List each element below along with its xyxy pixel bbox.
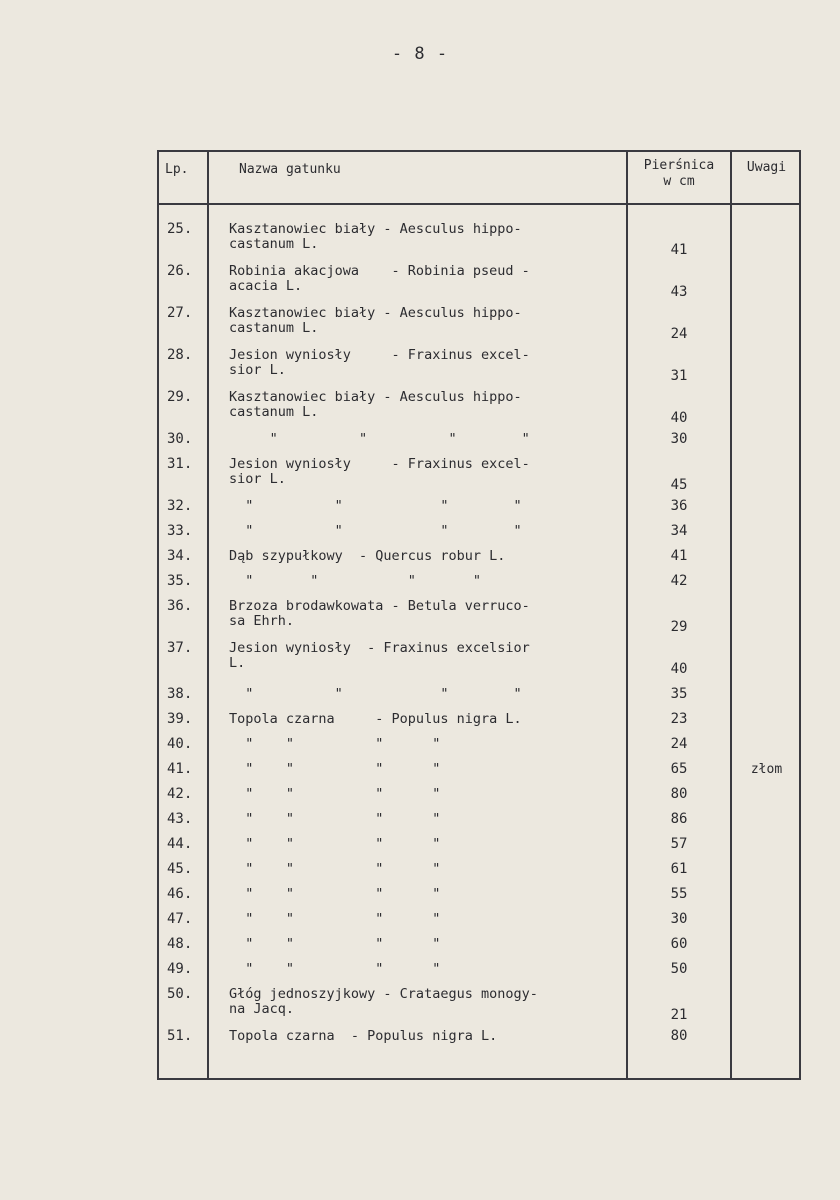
species-name: Brzoza brodawkowata - Betula verruco- sa Ehrh. bbox=[229, 598, 530, 629]
species-name: Kasztanowiec biały - Aesculus hippo- castanum L. bbox=[229, 389, 522, 420]
species-name: Jesion wyniosły - Fraxinus excel- sior L. bbox=[229, 347, 530, 378]
circumference-value: 35 bbox=[670, 686, 688, 702]
species-name: " " " " bbox=[229, 811, 441, 827]
species-name: Topola czarna - Populus nigra L. bbox=[229, 711, 522, 727]
circumference-value: 57 bbox=[670, 836, 688, 852]
row-note: złom bbox=[750, 762, 783, 777]
row-number: 39. bbox=[167, 711, 193, 727]
page-number: - 8 - bbox=[391, 44, 449, 64]
circumference-value: 41 bbox=[670, 548, 688, 564]
column-divider bbox=[730, 152, 732, 1078]
species-name: " " " " bbox=[229, 736, 441, 752]
row-number: 31. bbox=[167, 456, 193, 472]
row-number: 27. bbox=[167, 305, 193, 321]
row-number: 37. bbox=[167, 640, 193, 656]
species-table bbox=[157, 150, 801, 1080]
header-species-name: Nazwa gatunku bbox=[239, 162, 341, 177]
row-number: 30. bbox=[167, 431, 193, 447]
column-divider bbox=[207, 152, 209, 1078]
species-name: " " " " bbox=[229, 961, 441, 977]
species-name: Robinia akacjowa - Robinia pseud - acacia L. bbox=[229, 263, 530, 294]
circumference-value: 24 bbox=[670, 326, 688, 342]
row-number: 35. bbox=[167, 573, 193, 589]
row-number: 43. bbox=[167, 811, 193, 827]
circumference-value: 60 bbox=[670, 936, 688, 952]
row-number: 50. bbox=[167, 986, 193, 1002]
circumference-value: 31 bbox=[670, 368, 688, 384]
species-name: " " " " bbox=[229, 761, 441, 777]
row-number: 26. bbox=[167, 263, 193, 279]
circumference-value: 80 bbox=[670, 1028, 688, 1044]
species-name: Topola czarna - Populus nigra L. bbox=[229, 1028, 498, 1044]
circumference-value: 29 bbox=[670, 619, 688, 635]
header-notes: Uwagi bbox=[746, 160, 787, 175]
row-number: 34. bbox=[167, 548, 193, 564]
circumference-value: 30 bbox=[670, 911, 688, 927]
circumference-value: 80 bbox=[670, 786, 688, 802]
row-number: 41. bbox=[167, 761, 193, 777]
circumference-value: 61 bbox=[670, 861, 688, 877]
circumference-value: 40 bbox=[670, 661, 688, 677]
species-name: Kasztanowiec biały - Aesculus hippo- castanum L. bbox=[229, 221, 522, 252]
row-number: 40. bbox=[167, 736, 193, 752]
circumference-value: 36 bbox=[670, 498, 688, 514]
species-name: " " " " bbox=[229, 523, 522, 539]
row-number: 46. bbox=[167, 886, 193, 902]
circumference-value: 50 bbox=[670, 961, 688, 977]
row-number: 32. bbox=[167, 498, 193, 514]
row-number: 51. bbox=[167, 1028, 193, 1044]
row-number: 47. bbox=[167, 911, 193, 927]
circumference-value: 65 bbox=[670, 761, 688, 777]
species-name: " " " " bbox=[229, 836, 441, 852]
species-name: " " " " bbox=[229, 936, 441, 952]
row-number: 48. bbox=[167, 936, 193, 952]
circumference-value: 55 bbox=[670, 886, 688, 902]
circumference-value: 34 bbox=[670, 523, 688, 539]
row-number: 49. bbox=[167, 961, 193, 977]
circumference-value: 45 bbox=[670, 477, 688, 493]
species-name: Jesion wyniosły - Fraxinus excel- sior L. bbox=[229, 456, 530, 487]
circumference-value: 40 bbox=[670, 410, 688, 426]
header-lp: Lp. bbox=[165, 162, 189, 177]
row-number: 45. bbox=[167, 861, 193, 877]
circumference-value: 43 bbox=[670, 284, 688, 300]
row-number: 29. bbox=[167, 389, 193, 405]
species-name: Jesion wyniosły - Fraxinus excelsior L. bbox=[229, 640, 530, 671]
header-circumference: Pierśnica w cm bbox=[643, 158, 715, 189]
species-name: " " " " bbox=[229, 431, 530, 447]
circumference-value: 41 bbox=[670, 242, 688, 258]
species-name: " " " " bbox=[229, 786, 441, 802]
species-name: Dąb szypułkowy - Quercus robur L. bbox=[229, 548, 506, 564]
circumference-value: 24 bbox=[670, 736, 688, 752]
header-divider bbox=[159, 203, 799, 205]
circumference-value: 21 bbox=[670, 1007, 688, 1023]
circumference-value: 23 bbox=[670, 711, 688, 727]
row-number: 36. bbox=[167, 598, 193, 614]
row-number: 33. bbox=[167, 523, 193, 539]
species-name: " " " " bbox=[229, 861, 441, 877]
circumference-value: 86 bbox=[670, 811, 688, 827]
species-name: Głóg jednoszyjkowy - Crataegus monogy- na Jacq. bbox=[229, 986, 538, 1017]
species-name: " " " " bbox=[229, 886, 441, 902]
row-number: 25. bbox=[167, 221, 193, 237]
circumference-value: 30 bbox=[670, 431, 688, 447]
species-name: " " " " bbox=[229, 573, 481, 589]
row-number: 28. bbox=[167, 347, 193, 363]
circumference-value: 42 bbox=[670, 573, 688, 589]
row-number: 42. bbox=[167, 786, 193, 802]
species-name: " " " " bbox=[229, 686, 522, 702]
species-name: " " " " bbox=[229, 911, 441, 927]
species-name: Kasztanowiec biały - Aesculus hippo- castanum L. bbox=[229, 305, 522, 336]
species-name: " " " " bbox=[229, 498, 522, 514]
row-number: 38. bbox=[167, 686, 193, 702]
row-number: 44. bbox=[167, 836, 193, 852]
